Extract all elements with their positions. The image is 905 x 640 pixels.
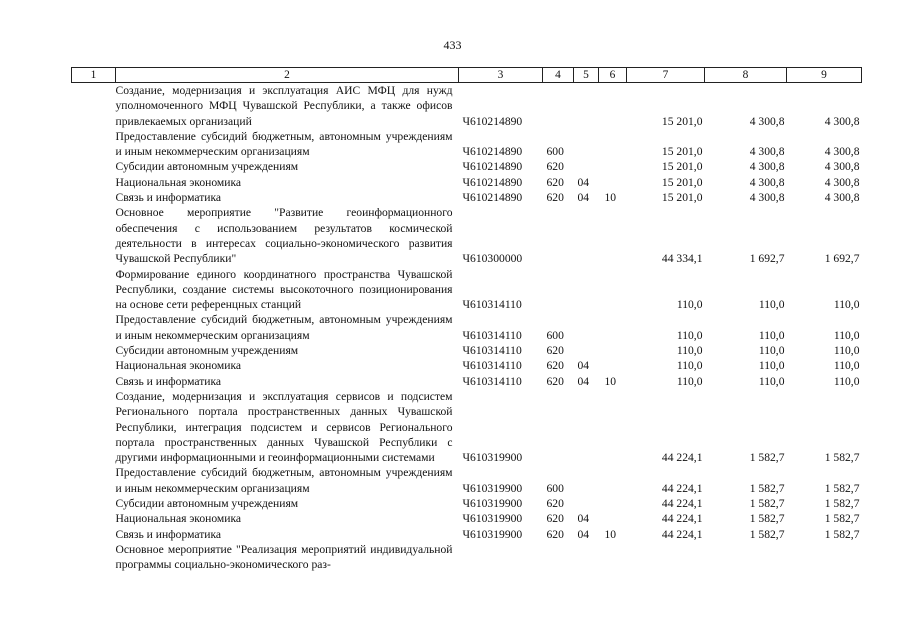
- cell-v7: 44 224,1: [661, 512, 703, 526]
- cell-code: Ч610314110: [462, 374, 522, 388]
- cell-empty: [72, 542, 116, 573]
- cell-c4: 620: [546, 359, 564, 373]
- cell-c4: [543, 83, 574, 129]
- cell-c6: [599, 465, 627, 496]
- table-row: [72, 129, 862, 160]
- cell-v7: 44 224,1: [661, 451, 703, 465]
- cell-v9: 1 582,7: [824, 497, 860, 511]
- cell-name: Связь и информатика: [115, 374, 222, 388]
- cell-v8: 4 300,8: [749, 191, 785, 205]
- cell-c4: 620: [546, 527, 564, 541]
- cell-c4: [543, 542, 574, 573]
- cell-c5: 04: [577, 527, 590, 541]
- cell-v9: 4 300,8: [824, 191, 860, 205]
- cell-empty: [72, 205, 116, 266]
- cell-v7: 110,0: [676, 359, 703, 373]
- cell-c4: 620: [546, 175, 564, 189]
- cell-v8: [705, 542, 787, 573]
- cell-code: Ч610214890: [462, 191, 523, 205]
- cell-empty: [72, 343, 116, 358]
- page-number: 433: [443, 38, 462, 52]
- cell-c5: [574, 465, 599, 496]
- cell-c5: [574, 83, 599, 129]
- cell-c4: 600: [546, 481, 564, 495]
- cell-c5: [574, 389, 599, 465]
- cell-empty: [72, 267, 116, 313]
- cell-c6: [599, 159, 627, 174]
- cell-v9: 1 582,7: [824, 481, 860, 495]
- cell-empty: [72, 465, 116, 496]
- cell-v8: 4 300,8: [749, 175, 785, 189]
- col-header: 6: [599, 68, 627, 83]
- cell-c4: 620: [546, 497, 564, 511]
- cell-code: [459, 542, 543, 573]
- cell-empty: [72, 175, 116, 190]
- cell-v9: 4 300,8: [824, 145, 860, 159]
- cell-v7: 15 201,0: [661, 175, 703, 189]
- cell-code: Ч610214890: [462, 145, 523, 159]
- cell-c6: [599, 129, 627, 160]
- cell-c6: [599, 83, 627, 129]
- cell-c4: 600: [546, 145, 564, 159]
- cell-c5: 04: [577, 359, 590, 373]
- cell-name: Национальная экономика: [115, 512, 242, 526]
- cell-v9: 110,0: [833, 328, 860, 342]
- cell-name: Субсидии автономным учреждениям: [115, 160, 299, 174]
- cell-v8: 1 582,7: [749, 481, 785, 495]
- table-row: [72, 465, 862, 496]
- table-row: [72, 374, 862, 389]
- cell-c5: [574, 159, 599, 174]
- cell-c5: [574, 496, 599, 511]
- cell-c5: [574, 205, 599, 266]
- cell-v8: 1 692,7: [749, 252, 785, 266]
- cell-name: Субсидии автономным учреждениям: [115, 497, 299, 511]
- cell-c4: [543, 389, 574, 465]
- table-row: [72, 190, 862, 205]
- cell-c6: [599, 343, 627, 358]
- cell-name: Национальная экономика: [115, 359, 242, 373]
- cell-v7: 44 224,1: [661, 527, 703, 541]
- cell-code: Ч610319900: [462, 512, 523, 526]
- table-row: [72, 267, 862, 313]
- cell-name: Предоставление субсидий бюджетным, автономным учреждениям и иным некоммерческим организациям: [115, 466, 453, 495]
- cell-v9: 110,0: [833, 359, 860, 373]
- cell-c4: 620: [546, 344, 564, 358]
- cell-empty: [72, 190, 116, 205]
- cell-v7: 15 201,0: [661, 114, 703, 128]
- cell-empty: [72, 159, 116, 174]
- cell-c6: [599, 358, 627, 373]
- cell-c5: [574, 542, 599, 573]
- cell-name: Предоставление субсидий бюджетным, автономным учреждениям и иным некоммерческим организациям: [115, 129, 453, 159]
- cell-code: Ч610214890: [462, 114, 523, 128]
- cell-name: Связь и информатика: [115, 191, 222, 205]
- cell-code: Ч610314110: [462, 344, 522, 358]
- cell-name: Национальная экономика: [115, 175, 242, 189]
- cell-v8: 4 300,8: [749, 160, 785, 174]
- col-header: 1: [72, 68, 116, 83]
- cell-name: Основное мероприятие "Развитие геоинформационного обеспечения с использованием результатов космической деятельности в интересах социально-экономического развития Чувашской Республики": [115, 206, 453, 266]
- col-header: 5: [574, 68, 599, 83]
- cell-c4: 620: [546, 191, 564, 205]
- table-row: [72, 343, 862, 358]
- cell-c6: 10: [604, 374, 617, 388]
- table-row: [72, 542, 862, 573]
- cell-c5: [574, 129, 599, 160]
- table-row: [72, 175, 862, 190]
- cell-v8: 110,0: [758, 359, 785, 373]
- table-row: [72, 312, 862, 343]
- cell-v8: 110,0: [758, 374, 785, 388]
- col-header: 9: [787, 68, 862, 83]
- cell-v9: 4 300,8: [824, 114, 860, 128]
- cell-empty: [72, 358, 116, 373]
- cell-code: Ч610300000: [462, 252, 523, 266]
- cell-code: Ч610319900: [462, 451, 523, 465]
- cell-v8: 4 300,8: [749, 145, 785, 159]
- cell-name: Субсидии автономным учреждениям: [115, 344, 299, 358]
- cell-c5: [574, 343, 599, 358]
- col-header: 8: [705, 68, 787, 83]
- cell-name: Формирование единого координатного пространства Чувашской Республики, создание системы высокоточного позиционирования на основе сети референцных станций: [115, 267, 453, 312]
- cell-empty: [72, 312, 116, 343]
- cell-code: Ч610319900: [462, 527, 523, 541]
- cell-c6: [599, 496, 627, 511]
- cell-v7: 44 224,1: [661, 497, 703, 511]
- cell-v7: 15 201,0: [661, 145, 703, 159]
- cell-c6: [599, 175, 627, 190]
- cell-v7: 110,0: [676, 344, 703, 358]
- cell-v9: 4 300,8: [824, 175, 860, 189]
- cell-c5: 04: [577, 512, 590, 526]
- cell-code: Ч610314110: [462, 298, 522, 312]
- budget-table: [71, 67, 862, 573]
- cell-v9: 1 692,7: [824, 252, 860, 266]
- cell-v7: 110,0: [676, 328, 703, 342]
- table-row: [72, 205, 862, 266]
- cell-empty: [72, 511, 116, 526]
- cell-code: Ч610314110: [462, 328, 522, 342]
- col-header: 7: [627, 68, 705, 83]
- cell-v8: 1 582,7: [749, 451, 785, 465]
- cell-name: Предоставление субсидий бюджетным, автономным учреждениям и иным некоммерческим организациям: [115, 313, 453, 342]
- table-row: [72, 511, 862, 526]
- cell-empty: [72, 83, 116, 129]
- cell-v9: 1 582,7: [824, 451, 860, 465]
- col-header: 2: [116, 68, 459, 83]
- cell-name: Создание, модернизация и эксплуатация АИС МФЦ для нужд уполномоченного МФЦ Чувашской Республики, а также офисов привлекаемых организаций: [115, 84, 453, 128]
- cell-v8: 1 582,7: [749, 497, 785, 511]
- col-header: 3: [459, 68, 543, 83]
- cell-c6: 10: [604, 527, 617, 541]
- cell-code: Ч610214890: [462, 175, 523, 189]
- cell-c6: [599, 542, 627, 573]
- cell-v7: 110,0: [676, 298, 703, 312]
- cell-v7: 110,0: [676, 374, 703, 388]
- table-row: [72, 389, 862, 465]
- cell-v8: 110,0: [758, 344, 785, 358]
- cell-code: Ч610214890: [462, 160, 523, 174]
- cell-v8: 4 300,8: [749, 114, 785, 128]
- cell-c5: 04: [577, 191, 590, 205]
- cell-c6: [599, 389, 627, 465]
- cell-empty: [72, 129, 116, 160]
- col-header: 4: [543, 68, 574, 83]
- cell-c6: [599, 312, 627, 343]
- cell-v9: 110,0: [833, 344, 860, 358]
- cell-v9: 4 300,8: [824, 160, 860, 174]
- cell-empty: [72, 527, 116, 542]
- cell-name: Связь и информатика: [115, 527, 222, 541]
- cell-v9: [787, 542, 862, 573]
- cell-v9: 110,0: [833, 374, 860, 388]
- cell-v8: 110,0: [758, 298, 785, 312]
- cell-v8: 110,0: [758, 328, 785, 342]
- table-row: [72, 83, 862, 129]
- cell-c6: [599, 511, 627, 526]
- cell-empty: [72, 496, 116, 511]
- cell-c4: 620: [546, 512, 564, 526]
- cell-c5: 04: [577, 374, 590, 388]
- cell-v9: 1 582,7: [824, 512, 860, 526]
- cell-v7: 44 334,1: [661, 252, 703, 266]
- cell-c5: [574, 312, 599, 343]
- cell-c5: 04: [577, 175, 590, 189]
- cell-c4: 600: [546, 328, 564, 342]
- cell-c4: [543, 267, 574, 313]
- table-row: [72, 527, 862, 542]
- cell-c4: 620: [546, 374, 564, 388]
- cell-v8: 1 582,7: [749, 527, 785, 541]
- cell-c6: [599, 205, 627, 266]
- table-row: [72, 358, 862, 373]
- cell-v8: 1 582,7: [749, 512, 785, 526]
- cell-v7: 15 201,0: [661, 191, 703, 205]
- cell-v9: 110,0: [833, 298, 860, 312]
- cell-v9: 1 582,7: [824, 527, 860, 541]
- cell-code: Ч610319900: [462, 481, 523, 495]
- cell-code: Ч610314110: [462, 359, 522, 373]
- cell-name: Создание, модернизация и эксплуатация сервисов и подсистем Регионального портала пространственных данных Чувашской Республики, интеграция подсистем и сервисов Регионального портала пространственных данных Чувашской Республики с другими информационными и геоинформационными системами: [115, 389, 453, 465]
- cell-c4: 620: [546, 160, 564, 174]
- cell-v7: [627, 542, 705, 573]
- cell-code: Ч610319900: [462, 497, 523, 511]
- cell-c5: [574, 267, 599, 313]
- cell-c4: [543, 205, 574, 266]
- cell-c6: 10: [604, 191, 617, 205]
- cell-c6: [599, 267, 627, 313]
- cell-empty: [72, 389, 116, 465]
- cell-v7: 15 201,0: [661, 160, 703, 174]
- table-row: [72, 159, 862, 174]
- cell-empty: [72, 374, 116, 389]
- header-row: [72, 68, 862, 83]
- cell-name: Основное мероприятие "Реализация мероприятий индивидуальной программы социально-экономического раз-: [115, 542, 453, 572]
- table-row: [72, 496, 862, 511]
- cell-v7: 44 224,1: [661, 481, 703, 495]
